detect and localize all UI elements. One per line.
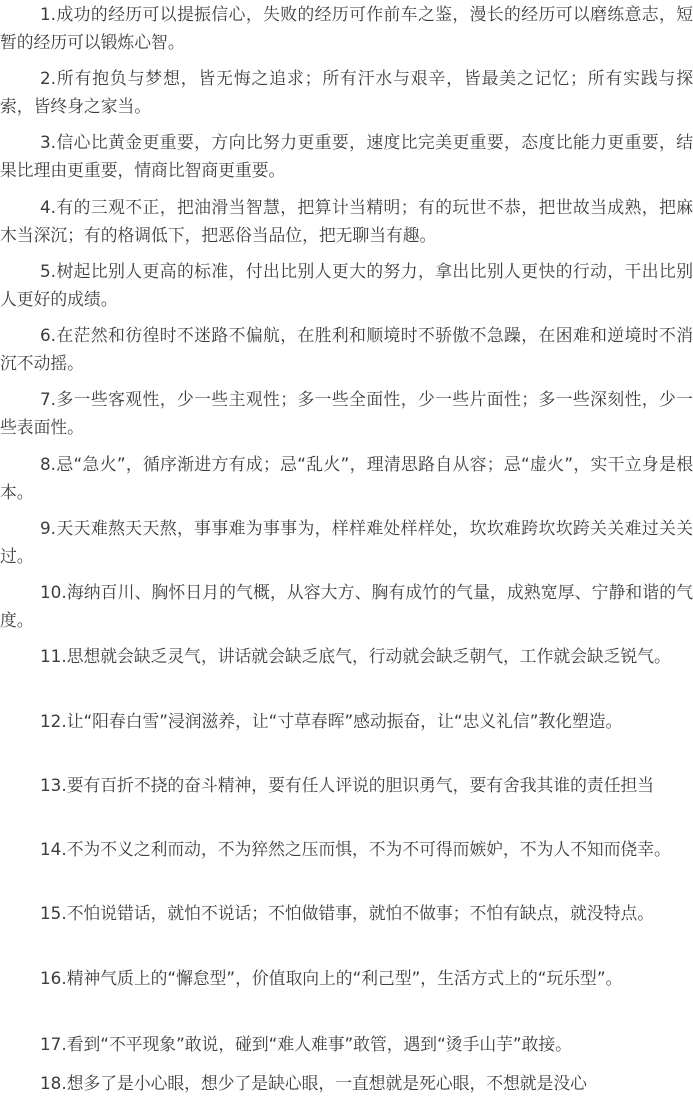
paragraph-2: 2.所有抱负与梦想，皆无悔之追求；所有汗水与艰辛，皆最美之记忆；所有实践与探索，皆终身之家当。 <box>0 68 693 116</box>
paragraph-10: 10.海纳百川、胸怀日月的气概，从容大方、胸有成竹的气量，成熟宽厚、宁静和谐的气度。 <box>0 582 693 630</box>
paragraph-13: 13.要有百折不挠的奋斗精神，要有任人评说的胆识勇气，要有舍我其谁的责任担当 <box>40 775 655 795</box>
paragraph-16: 16.精神气质上的“懈怠型”，价值取向上的“利己型”，生活方式上的“玩乐型”。 <box>40 968 623 988</box>
paragraph-12: 12.让“阳春白雪”浸润滋养，让“寸草春晖”感动振奋，让“忠义礼信”教化塑造。 <box>40 711 623 731</box>
paragraph-18: 18.想多了是小心眼，想少了是缺心眼，一直想就是死心眼，不想就是没心 <box>40 1073 587 1093</box>
paragraph-6: 6.在茫然和彷徨时不迷路不偏航，在胜利和顺境时不骄傲不急躁，在困难和逆境时不消沉不动摇。 <box>0 325 693 373</box>
paragraph-15: 15.不怕说错话，就怕不说话；不怕做错事，就怕不做事；不怕有缺点，就没特点。 <box>40 903 655 923</box>
paragraph-11: 11.思想就会缺乏灵气，讲话就会缺乏底气，行动就会缺乏朝气，工作就会缺乏锐气。 <box>40 646 671 666</box>
paragraph-5: 5.树起比别人更高的标准，付出比别人更大的努力，拿出比别人更快的行动，干出比别人更好的成绩。 <box>0 261 693 309</box>
paragraph-4: 4.有的三观不正，把油滑当智慧，把算计当精明；有的玩世不恭，把世故当成熟，把麻木当深沉；有的格调低下，把恶俗当品位，把无聊当有趣。 <box>0 197 693 245</box>
paragraph-14: 14.不为不义之利而动，不为猝然之压而惧，不为不可得而嫉妒，不为人不知而侥幸。 <box>40 839 671 859</box>
paragraph-9: 9.天天难熬天天熬，事事难为事事为，样样难处样样处，坎坎难跨坎坎跨关关难过关关过。 <box>0 518 693 566</box>
paragraph-8: 8.忌“急火”，循序渐进方有成；忌“乱火”，理清思路自从容；忌“虚火”，实干立身是根本。 <box>0 454 693 502</box>
paragraph-17: 17.看到“不平现象”敢说，碰到“难人难事”敢管，遇到“烫手山芋”敢接。 <box>40 1034 572 1054</box>
paragraph-1: 1.成功的经历可以提振信心，失败的经历可作前车之鉴，漫长的经历可以磨练意志，短暂的经历可以锻炼心智。 <box>0 4 693 52</box>
paragraph-7: 7.多一些客观性，少一些主观性；多一些全面性，少一些片面性；多一些深刻性，少一些表面性。 <box>0 389 693 437</box>
paragraph-3: 3.信心比黄金更重要，方向比努力更重要，速度比完美更重要，态度比能力更重要，结果比理由更重要，情商比智商更重要。 <box>0 132 693 180</box>
